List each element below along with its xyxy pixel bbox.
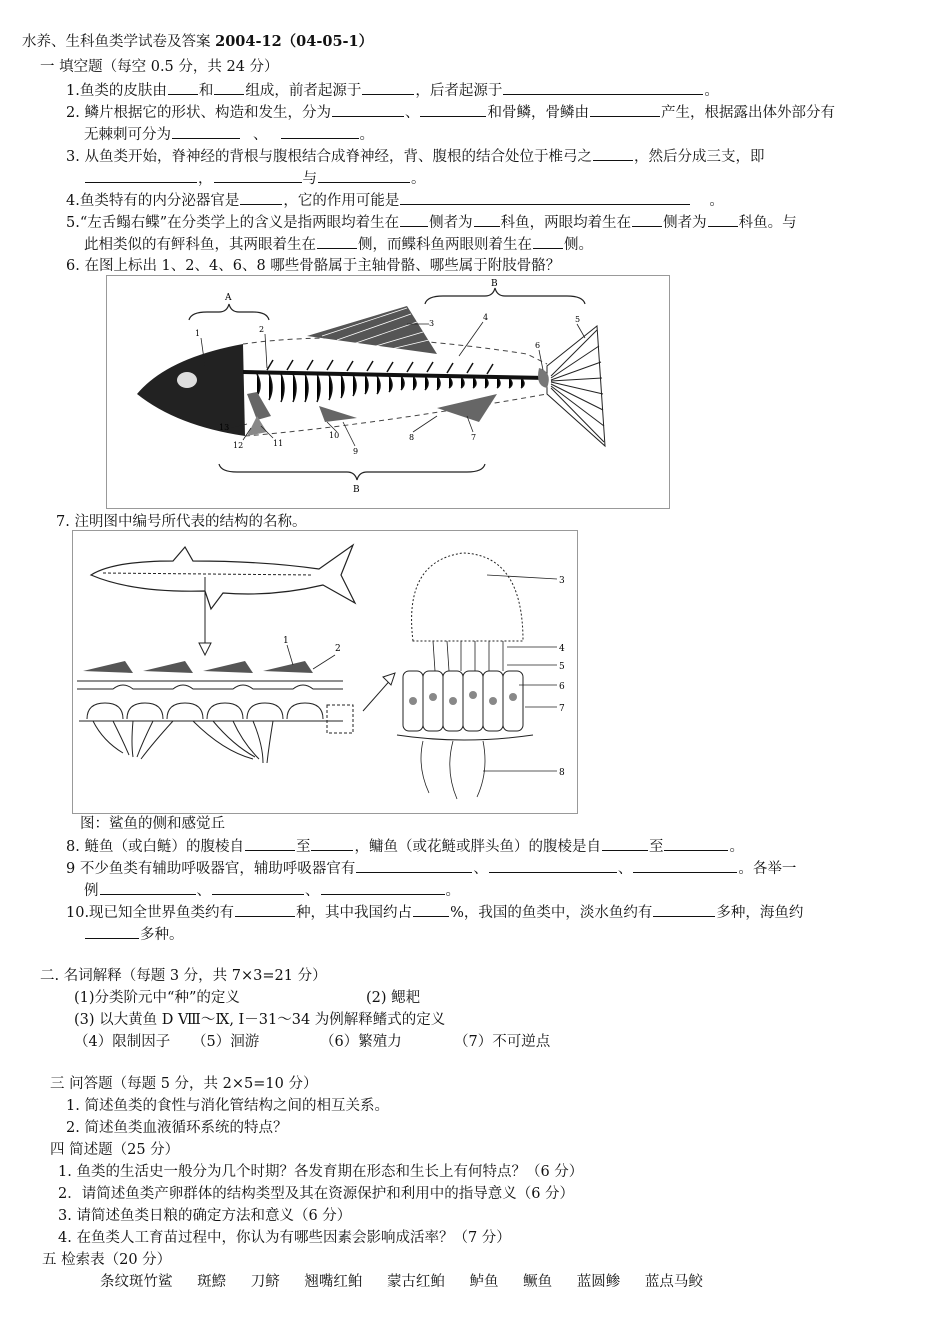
label-b-bottom: B xyxy=(353,485,360,495)
section-1-heading: 一 填空题（每空 0.5 分，共 24 分） xyxy=(40,59,279,75)
term-7: （7）不可逆点 xyxy=(454,1034,551,1050)
brace-b-bottom xyxy=(219,464,485,480)
question-1-7: 7. 注明图中编号所代表的结构的名称。 xyxy=(56,514,307,530)
zoom-arrow-head xyxy=(199,643,211,655)
label-5: 5 xyxy=(575,315,581,324)
fig2-label-6: 6 xyxy=(559,682,565,692)
question-4-4: 4. 在鱼类人工育苗过程中，你认为有哪些因素会影响成活率？（7 分） xyxy=(58,1230,511,1246)
label-10: 10 xyxy=(329,431,340,440)
label-11: 11 xyxy=(273,439,284,448)
fish-skeleton-figure xyxy=(106,275,670,509)
section-2-heading: 二. 名词解释（每题 3 分，共 7×3=21 分） xyxy=(40,968,327,984)
term-6: （6）繁殖力 xyxy=(320,1034,402,1050)
question-1-5: 5.“左舌鳎右鲽”在分类学上的含义是指两眼均着生在 侧者为 科鱼，两眼均着生在 侧者为 科鱼。与 xyxy=(66,212,797,233)
question-1-8: 8. 鲢鱼（或白鲢）的腹棱自 至 ，鳙鱼（或花鲢或胖头鱼）的腹棱是自 至 。 xyxy=(66,836,744,857)
shark-outline xyxy=(91,545,355,609)
fig2-label-1: 1 xyxy=(283,636,289,646)
question-1-9: 9 不少鱼类有辅助呼吸器官，辅助呼吸器官有 、 、 。各举一 xyxy=(66,858,796,879)
fig2-label-4: 4 xyxy=(559,644,565,654)
fig2-label-2: 2 xyxy=(335,644,341,654)
term-2: (2) 鳃耙 xyxy=(366,990,421,1006)
label-3: 3 xyxy=(429,319,435,328)
fish-name: 斑鰶 xyxy=(197,1274,227,1290)
cupula xyxy=(412,553,523,641)
term-3: (3) 以大黄鱼 D Ⅷ～Ⅸ, Ⅰ－31～34 为例解释鳍式的定义 xyxy=(74,1012,446,1028)
pectoral-fin xyxy=(247,416,267,436)
question-1-2: 2. 鳞片根据它的形状、构造和发生，分为 、 和骨鳞，骨鳞由 产生，根据露出体外部分有 xyxy=(66,102,835,123)
section-3-heading: 三 问答题（每题 5 分，共 2×5=10 分） xyxy=(50,1076,318,1092)
body-outline-bottom xyxy=(245,394,547,436)
label-13: 13 xyxy=(219,423,230,432)
question-1-3: 3. 从鱼类开始，脊神经的背根与腹根结合成脊神经，背、腹根的结合处位于椎弓之 ，然后分成三支，即 xyxy=(66,146,764,167)
ribs xyxy=(257,360,524,402)
figure-caption: 图：鲨鱼的侧和感觉丘 xyxy=(80,816,225,832)
question-1-1: 1.鱼类的皮肤由 和 组成，前者起源于 ，后者起源于 。 xyxy=(66,80,719,101)
question-4-1: 1. 鱼类的生活史一般分为几个时期？各发育期在形态和生长上有何特点？（6 分） xyxy=(58,1164,584,1180)
label-8: 8 xyxy=(409,433,415,442)
question-1-9-line2: 例 、 、 。 xyxy=(84,880,460,901)
label-b-top: B xyxy=(491,279,498,289)
question-1-4: 4.鱼类特有的内分泌器官是 ，它的作用可能是 。 xyxy=(66,190,724,211)
label-7: 7 xyxy=(471,433,477,442)
shark-lateral-line-figure xyxy=(72,530,578,814)
fig2-label-3: 3 xyxy=(559,576,565,586)
fish-name: 条纹斑竹鲨 xyxy=(100,1274,173,1290)
fish-name: 翘嘴红鲌 xyxy=(304,1274,363,1290)
exam-title: 水养、生科鱼类学试卷及答案 2004-12（04-05-1） xyxy=(22,33,374,50)
nerve-fibers xyxy=(93,721,273,763)
fish-name: 蒙古红鲌 xyxy=(386,1274,445,1290)
fish-name: 鲈鱼 xyxy=(469,1274,499,1290)
placoid-scales xyxy=(83,661,313,673)
fish-name: 蓝点马鲛 xyxy=(644,1274,703,1290)
fish-name: 蓝圆鲹 xyxy=(576,1274,621,1290)
question-4-2: 2．请简述鱼类产卵群体的结构类型及其在资源保护和利用中的指导意义（6 分） xyxy=(58,1186,575,1202)
label-a: A xyxy=(225,293,232,303)
label-9: 9 xyxy=(353,447,359,456)
question-3-2: 2. 简述鱼类血液循环系统的特点？ xyxy=(66,1120,288,1136)
section-5-heading: 五 检索表（20 分） xyxy=(42,1252,172,1268)
term-4: （4）限制因子 xyxy=(74,1034,171,1050)
pectoral-girdle xyxy=(247,392,271,420)
section-4-heading: 四 简述题（25 分） xyxy=(50,1142,180,1158)
neuromasts xyxy=(87,703,323,719)
fig2-label-5: 5 xyxy=(559,662,565,672)
question-4-3: 3. 请简述鱼类日粮的确定方法和意义（6 分） xyxy=(58,1208,352,1224)
pelvic-fin xyxy=(319,406,357,422)
label-6: 6 xyxy=(535,341,541,350)
anal-fin xyxy=(437,394,497,422)
question-1-10-line2: 多种。 xyxy=(84,924,184,945)
brace-a xyxy=(189,304,269,320)
label-12: 12 xyxy=(233,441,244,450)
fig2-label-8: 8 xyxy=(559,768,565,778)
label-2: 2 xyxy=(259,325,265,334)
lateral-line-canal xyxy=(77,685,343,689)
vertebral-column xyxy=(243,372,547,378)
fig2-label-7: 7 xyxy=(559,704,565,714)
label-1: 1 xyxy=(195,329,201,338)
term-5: （5）洄游 xyxy=(192,1034,260,1050)
label-4: 4 xyxy=(483,313,489,322)
question-1-10: 10.现已知全世界鱼类约有 种，其中我国约占 %，我国的鱼类中，淡水鱼约有 多种，海鱼约 xyxy=(66,902,803,923)
fish-name: 刀鲚 xyxy=(250,1274,280,1290)
term-1: (1)分类阶元中“种”的定义 xyxy=(74,990,240,1006)
zoom-box xyxy=(327,705,353,733)
question-1-3-line2: ， 与 。 xyxy=(84,168,426,189)
question-1-6: 6. 在图上标出 1、2、4、6、8 哪些骨骼属于主轴骨骼、哪些属于附肢骨骼？ xyxy=(66,258,561,274)
sensory-cells xyxy=(403,671,523,731)
fish-list xyxy=(100,1272,703,1292)
brace-b-top xyxy=(425,288,585,304)
question-3-1: 1. 简述鱼类的食性与消化管结构之间的相互关系。 xyxy=(66,1098,389,1114)
eye xyxy=(177,372,197,388)
fish-name: 鳜鱼 xyxy=(523,1274,553,1290)
question-1-2-line2: 无棘刺可分为 、 。 xyxy=(84,124,374,145)
question-1-5-line2: 此相类似的有鲆科鱼，其两眼着生在 侧，而鲽科鱼两眼则着生在 侧。 xyxy=(84,234,593,255)
